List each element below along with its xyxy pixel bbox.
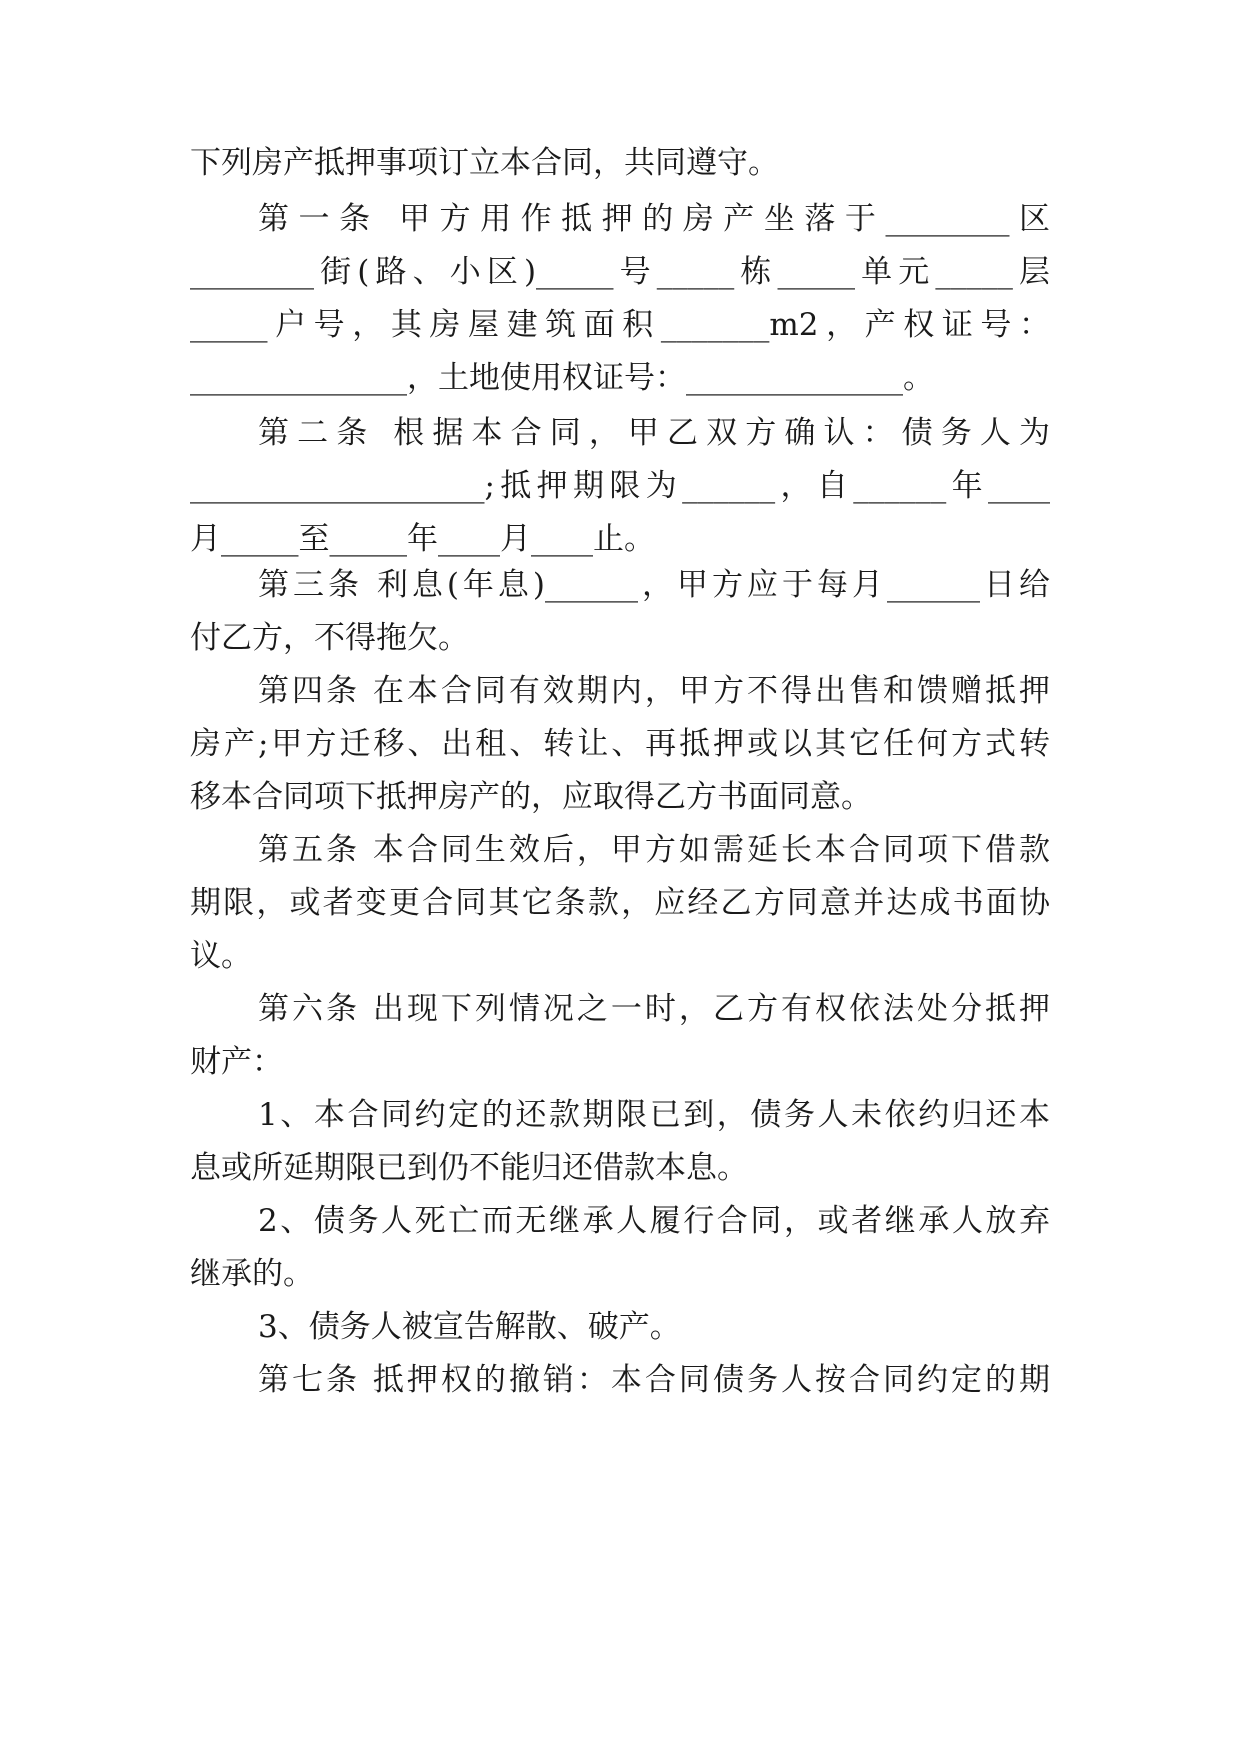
article-6-heading-line: 第六条 出现下列情况之一时，乙方有权依法处分抵押 <box>258 991 1050 1027</box>
text-line: ________街(路、小区)_____号_____栋_____单元_____层 <box>190 254 1050 290</box>
list-item-1-line: 1、本合同约定的还款期限已到，债务人未依约归还本 <box>258 1097 1050 1133</box>
list-item-3-line: 3、债务人被宣告解散、破产。 <box>258 1309 681 1345</box>
article-5-heading-line: 第五条 本合同生效后，甲方如需延长本合同项下借款 <box>258 832 1050 868</box>
article-1-heading-line: 第一条 甲方用作抵押的房产坐落于________区 <box>258 201 1050 237</box>
text-line: 房产;甲方迁移、出租、转让、再抵押或以其它任何方式转 <box>190 726 1050 762</box>
text-line: 议。 <box>190 938 252 974</box>
text-line: 继承的。 <box>190 1256 314 1292</box>
text-line: ______________，土地使用权证号：______________。 <box>190 360 934 396</box>
text-line: _____户号，其房屋建筑面积_______m2，产权证号： <box>190 307 1050 343</box>
text-line: 期限，或者变更合同其它条款，应经乙方同意并达成书面协 <box>190 885 1050 921</box>
text-line: 财产： <box>190 1044 283 1080</box>
text-line: ___________________;抵押期限为______，自______年____ <box>190 468 1050 504</box>
article-4-heading-line: 第四条 在本合同有效期内，甲方不得出售和馈赠抵押 <box>258 673 1050 709</box>
text-line: 下列房产抵押事项订立本合同，共同遵守。 <box>190 145 779 181</box>
article-7-heading-line: 第七条 抵押权的撤销：本合同债务人按合同约定的期 <box>258 1362 1050 1398</box>
text-line: 息或所延期限已到仍不能归还借款本息。 <box>190 1150 748 1186</box>
text-line: 月_____至_____年____月____止。 <box>190 521 655 557</box>
list-item-2-line: 2、债务人死亡而无继承人履行合同，或者继承人放弃 <box>258 1203 1050 1239</box>
article-3-heading-line: 第三条 利息(年息)______，甲方应于每月______日给 <box>258 567 1050 603</box>
text-line: 付乙方，不得拖欠。 <box>190 620 469 656</box>
text-line: 移本合同项下抵押房产的，应取得乙方书面同意。 <box>190 779 872 815</box>
article-2-heading-line: 第二条 根据本合同，甲乙双方确认：债务人为 <box>258 415 1050 451</box>
